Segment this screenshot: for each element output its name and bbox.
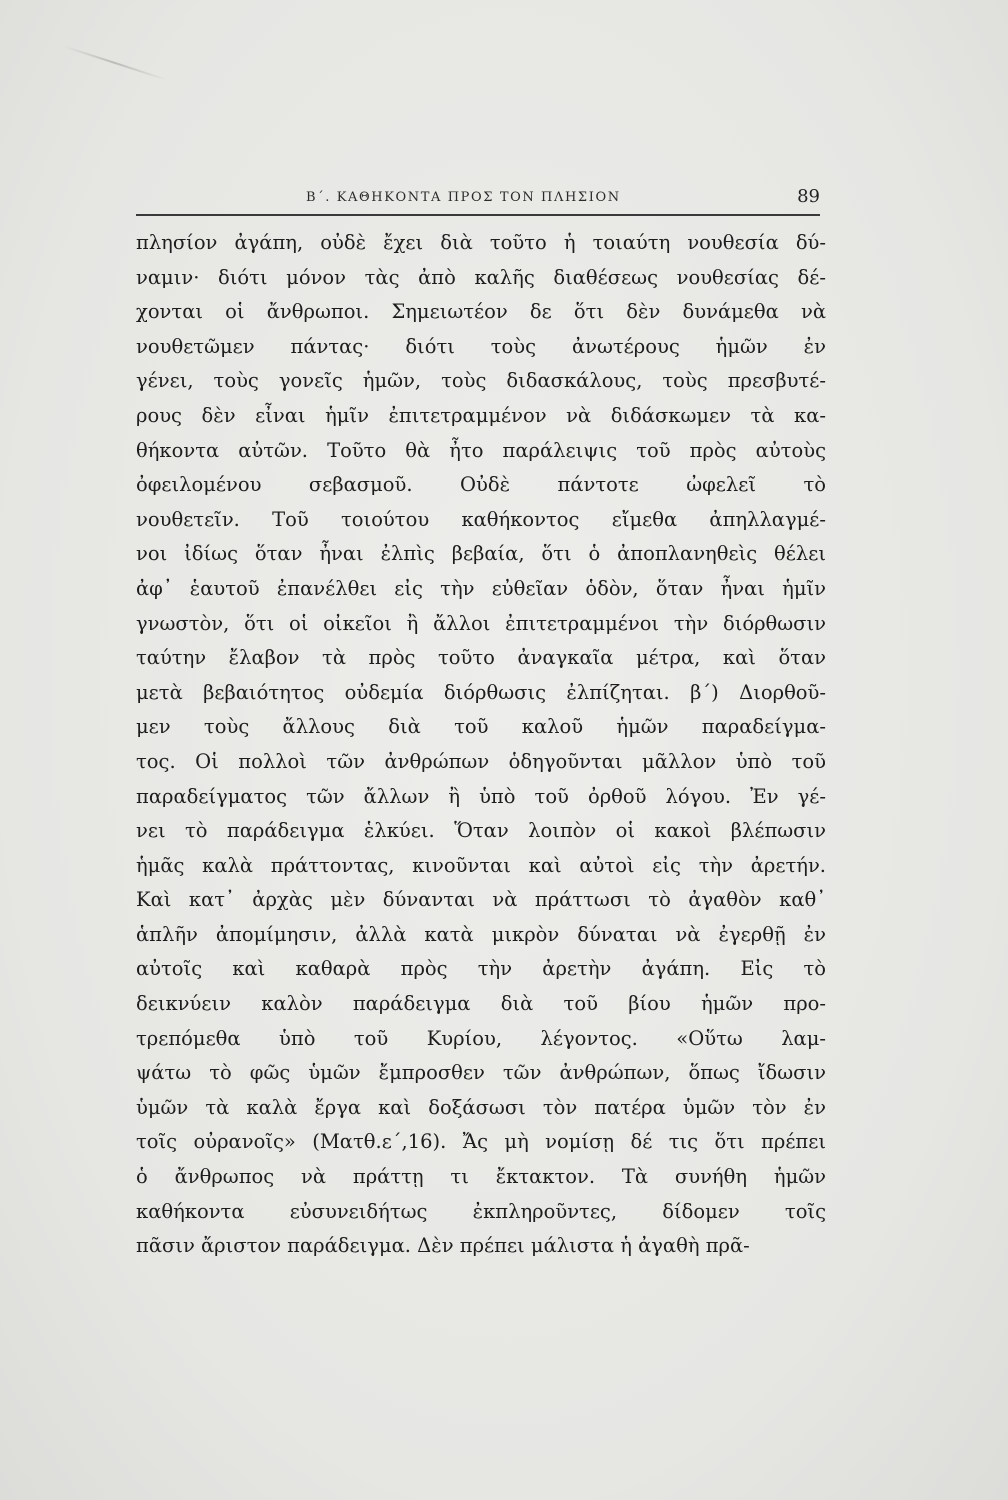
text-line: ὑμῶν τὰ καλὰ ἔργα καὶ δοξάσωσι τὸν πατέρα ὑμῶν τὸν ἐν — [136, 1095, 826, 1119]
page-number: 89 — [797, 186, 820, 207]
text-line: δεικνύειν καλὸν παράδειγμα διὰ τοῦ βίου ἡμῶν προ- — [136, 992, 826, 1016]
text-line: καθήκοντα εὐσυνειδήτως ἐκπληροῦντες, δίδομεν τοῖς — [136, 1199, 826, 1223]
text-line: γένει, τοὺς γονεῖς ἡμῶν, τοὺς διδασκάλους, τοὺς πρεσβυτέ- — [136, 369, 826, 393]
text-line: ταύτην ἔλαβον τὰ πρὸς τοῦτο ἀναγκαῖα μέτρα, καὶ ὅταν — [136, 646, 826, 670]
text-line: ὀφειλομένου σεβασμοῦ. Οὐδὲ πάντοτε ὠφελεῖ τὸ — [136, 473, 826, 497]
text-line: ναμιν· διότι μόνον τὰς ἀπὸ καλῆς διαθέσεως νουθεσίας δέ- — [136, 265, 826, 289]
running-head: Β΄. ΚΑΘΗΚΟΝΤΑ ΠΡΟΣ ΤΟΝ ΠΛΗΣΙΟΝ — [306, 190, 621, 205]
text-line: μετὰ βεβαιότητος οὐδεμία διόρθωσις ἐλπίζηται. β΄) Διορθοῦ- — [136, 680, 826, 704]
text-line: νοι ἰδίως ὅταν ἦναι ἐλπὶς βεβαία, ὅτι ὁ ἀποπλανηθεὶς θέλει — [136, 542, 826, 566]
text-line: ρους δὲν εἶναι ἡμῖν ἐπιτετραμμένον νὰ διδάσκωμεν τὰ κα- — [136, 403, 826, 427]
page-header — [136, 186, 824, 214]
text-line: μεν τοὺς ἄλλους διὰ τοῦ καλοῦ ἡμῶν παραδείγμα- — [136, 715, 826, 739]
text-line: πᾶσιν ἄριστον παράδειγμα. Δὲν πρέπει μάλιστα ἡ ἀγαθὴ πρᾶ- — [136, 1234, 750, 1258]
text-line: ἡμᾶς καλὰ πράττοντας, κινοῦνται καὶ αὐτοὶ εἰς τὴν ἀρετήν. — [136, 853, 826, 877]
text-line: πλησίον ἀγάπη, οὐδὲ ἔχει διὰ τοῦτο ἡ τοιαύτη νουθεσία δύ- — [136, 231, 826, 254]
text-line: γνωστὸν, ὅτι οἱ οἰκεῖοι ἢ ἄλλοι ἐπιτετραμμένοι τὴν διόρθωσιν — [136, 611, 826, 635]
text-line: νουθετῶμεν πάντας· διότι τοὺς ἀνωτέρους ἡμῶν ἐν — [136, 334, 826, 358]
header-rule — [136, 214, 820, 216]
paper-crease — [62, 45, 167, 81]
text-line: θήκοντα αὐτῶν. Τοῦτο θὰ ἦτο παράλειψις τοῦ πρὸς αὐτοὺς — [136, 438, 826, 462]
text-line: ὁ ἄνθρωπος νὰ πράττῃ τι ἔκτακτον. Τὰ συνήθη ἡμῶν — [136, 1165, 826, 1189]
text-line: ψάτω τὸ φῶς ὑμῶν ἔμπροσθεν τῶν ἀνθρώπων, ὅπως ἴδωσιν — [136, 1061, 826, 1085]
text-line: ἀφ᾿ ἑαυτοῦ ἐπανέλθει εἰς τὴν εὐθεῖαν ὁδὸν, ὅταν ἦναι ἡμῖν — [136, 576, 826, 600]
text-line: τοῖς οὐρανοῖς» (Ματθ.ε΄,16). Ἄς μὴ νομίσῃ δέ τις ὅτι πρέπει — [136, 1130, 826, 1154]
text-line: τρεπόμεθα ὑπὸ τοῦ Κυρίου, λέγοντος. «Οὕτω λαμ- — [136, 1026, 826, 1050]
text-line: τος. Οἱ πολλοὶ τῶν ἀνθρώπων ὁδηγοῦνται μᾶλλον ὑπὸ τοῦ — [136, 749, 826, 773]
text-line: νουθετεῖν. Τοῦ τοιούτου καθήκοντος εἴμεθα ἀπηλλαγμέ- — [136, 507, 826, 531]
text-line: ἁπλῆν ἀπομίμησιν, ἀλλὰ κατὰ μικρὸν δύναται νὰ ἐγερθῇ ἐν — [136, 922, 826, 946]
text-line: Καὶ κατ᾿ ἀρχὰς μὲν δύνανται νὰ πράττωσι τὸ ἀγαθὸν καθ᾿ — [136, 888, 826, 912]
body-text — [136, 226, 826, 1264]
text-line: παραδείγματος τῶν ἄλλων ἢ ὑπὸ τοῦ ὀρθοῦ λόγου. Ἐν γέ- — [136, 784, 826, 808]
text-line: αὐτοῖς καὶ καθαρὰ πρὸς τὴν ἀρετὴν ἀγάπη. Εἰς τὸ — [136, 957, 826, 981]
text-line: χονται οἱ ἄνθρωποι. Σημειωτέον δε ὅτι δὲν δυνάμεθα νὰ — [136, 300, 826, 324]
text-line: νει τὸ παράδειγμα ἑλκύει. Ὅταν λοιπὸν οἱ κακοὶ βλέπωσιν — [136, 819, 826, 843]
